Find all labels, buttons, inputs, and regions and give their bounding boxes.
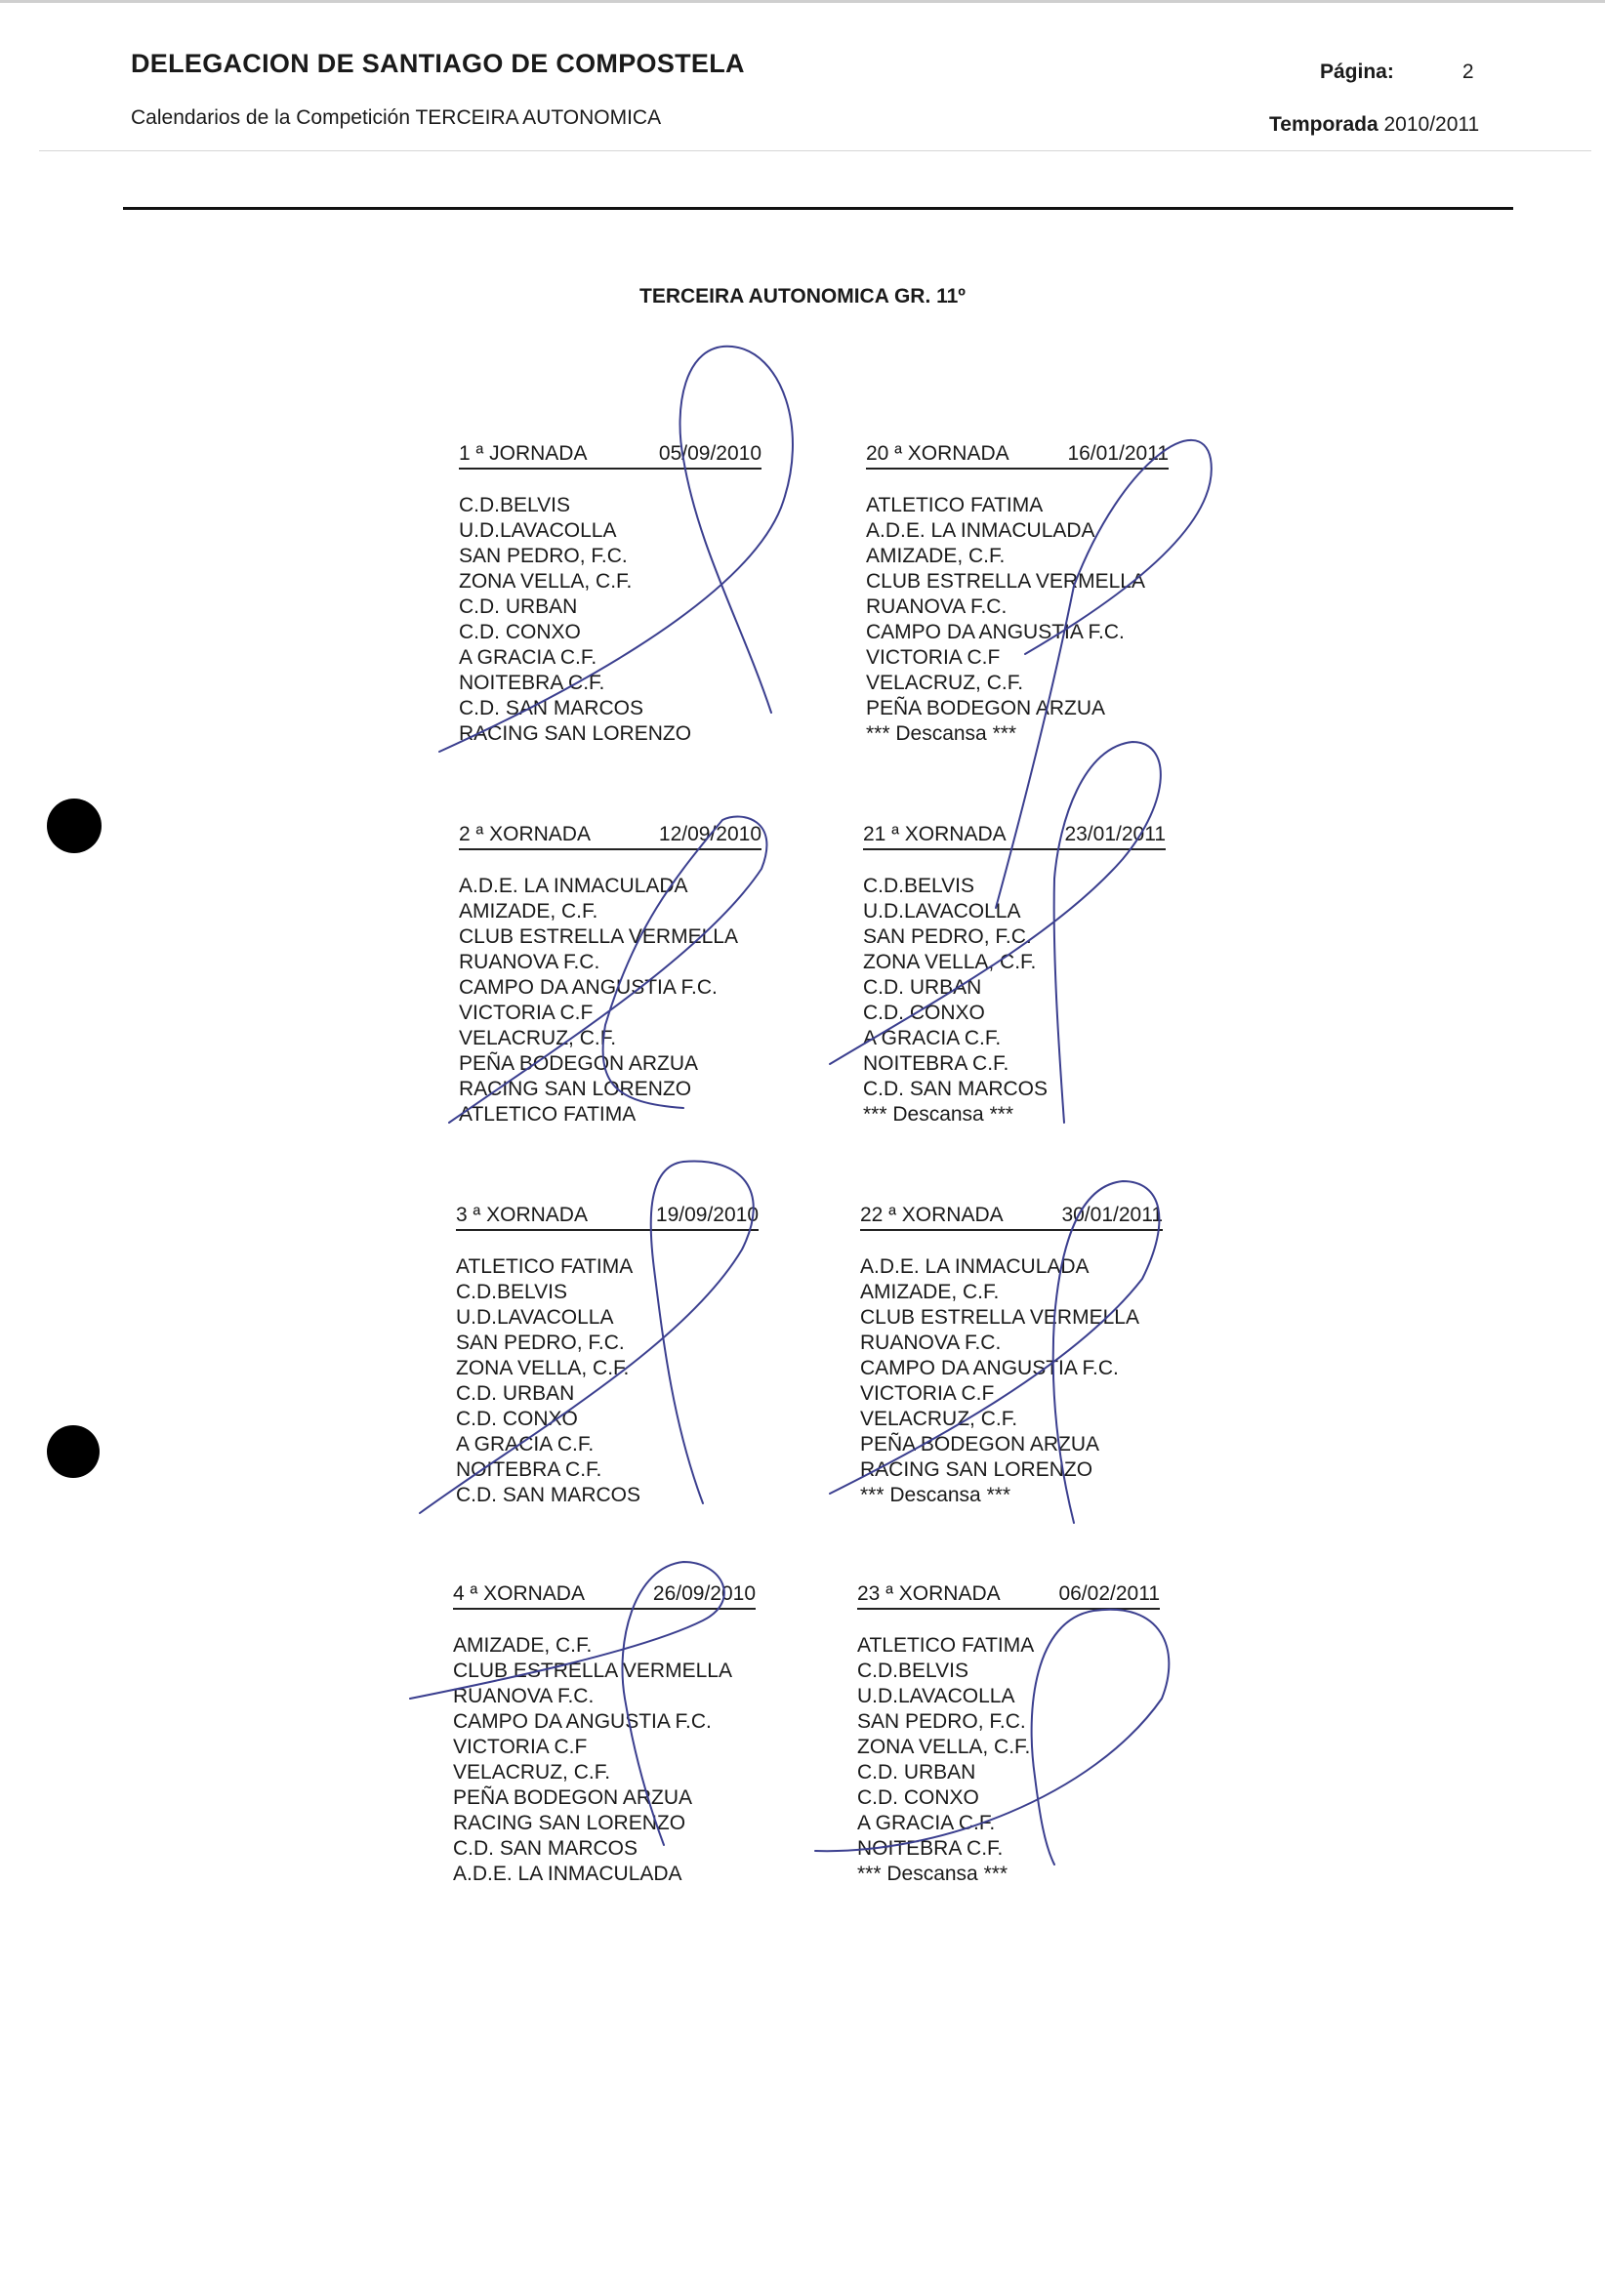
team-entry: AMIZADE, C.F. [860, 1281, 1000, 1303]
team-entry: CAMPO DA ANGUSTIA F.C. [860, 1357, 1119, 1379]
team-entry: C.D. SAN MARCOS [456, 1484, 641, 1506]
page-number: 2 [1461, 61, 1474, 83]
team-entry: CAMPO DA ANGUSTIA F.C. [453, 1710, 712, 1733]
team-entry: VICTORIA C.F [459, 1002, 594, 1024]
round-block [456, 1203, 759, 1508]
team-entry: C.D. SAN MARCOS [863, 1078, 1049, 1100]
team-list [453, 1633, 756, 1887]
team-entry: CAMPO DA ANGUSTIA F.C. [459, 976, 718, 999]
team-entry: C.D.BELVIS [863, 875, 974, 897]
team-entry: RACING SAN LORENZO [459, 722, 692, 745]
team-entry: C.D. CONXO [857, 1786, 979, 1809]
round-name: 22 ª XORNADA [860, 1204, 1004, 1226]
team-entry: A GRACIA C.F. [456, 1433, 595, 1456]
team-list [857, 1633, 1160, 1887]
team-entry: NOITEBRA C.F. [857, 1837, 1004, 1860]
team-entry: *** Descansa *** [857, 1863, 1008, 1885]
team-entry: C.D. URBAN [863, 976, 982, 999]
team-entry: CLUB ESTRELLA VERMELLA [866, 570, 1145, 593]
team-entry: C.D.BELVIS [857, 1660, 968, 1682]
round-date: 19/09/2010 [655, 1204, 759, 1226]
team-entry: ZONA VELLA, C.F. [456, 1357, 630, 1379]
round-date: 30/01/2011 [1061, 1204, 1163, 1226]
team-entry: U.D.LAVACOLLA [456, 1306, 614, 1329]
team-entry: A.D.E. LA INMACULADA [453, 1863, 682, 1885]
round-header [459, 441, 761, 470]
team-entry: C.D.BELVIS [459, 494, 570, 516]
team-entry: RUANOVA F.C. [459, 951, 600, 973]
round-date: 26/09/2010 [652, 1582, 756, 1605]
round-block [459, 441, 761, 747]
team-entry: *** Descansa *** [863, 1103, 1014, 1126]
team-entry: VICTORIA C.F [453, 1736, 588, 1758]
team-entry: U.D.LAVACOLLA [863, 900, 1021, 922]
team-list [459, 874, 761, 1128]
round-header [866, 441, 1169, 470]
team-entry: NOITEBRA C.F. [456, 1458, 602, 1481]
round-header [453, 1581, 756, 1610]
team-entry: VICTORIA C.F [860, 1382, 995, 1405]
team-entry: A.D.E. LA INMACULADA [860, 1255, 1090, 1278]
team-entry: C.D. URBAN [857, 1761, 976, 1784]
team-entry: C.D. URBAN [459, 595, 578, 618]
round-date: 06/02/2011 [1058, 1582, 1160, 1605]
round-header [863, 822, 1166, 850]
team-entry: ZONA VELLA, C.F. [857, 1736, 1031, 1758]
round-block [863, 822, 1166, 1128]
team-entry: VELACRUZ, C.F. [860, 1408, 1018, 1430]
group-title: TERCEIRA AUTONOMICA GR. 11º [639, 285, 966, 308]
team-entry: ZONA VELLA, C.F. [459, 570, 633, 593]
team-entry: VELACRUZ, C.F. [453, 1761, 611, 1784]
team-entry: SAN PEDRO, F.C. [863, 925, 1032, 948]
round-header [456, 1203, 759, 1231]
round-name: 3 ª XORNADA [456, 1204, 588, 1226]
team-entry: ZONA VELLA, C.F. [863, 951, 1037, 973]
team-list [866, 493, 1169, 747]
round-block [866, 441, 1169, 747]
round-block [860, 1203, 1163, 1508]
team-entry: U.D.LAVACOLLA [857, 1685, 1015, 1707]
team-entry: C.D. SAN MARCOS [459, 697, 644, 719]
round-header [459, 822, 761, 850]
round-date: 12/09/2010 [658, 823, 761, 845]
team-entry: PEÑA BODEGON ARZUA [866, 697, 1106, 719]
season-value: 2010/2011 [1383, 113, 1480, 136]
team-entry: C.D. URBAN [456, 1382, 575, 1405]
round-name: 1 ª JORNADA [459, 442, 588, 465]
page-label: Página: [1320, 61, 1394, 83]
round-name: 4 ª XORNADA [453, 1582, 585, 1605]
team-entry: SAN PEDRO, F.C. [857, 1710, 1026, 1733]
season-label: Temporada [1269, 113, 1379, 136]
team-entry: A GRACIA C.F. [459, 646, 597, 669]
team-entry: ATLETICO FATIMA [857, 1634, 1035, 1657]
round-name: 2 ª XORNADA [459, 823, 591, 845]
team-entry: C.D. CONXO [863, 1002, 985, 1024]
team-entry: AMIZADE, C.F. [459, 900, 598, 922]
round-header [860, 1203, 1163, 1231]
team-entry: AMIZADE, C.F. [866, 545, 1006, 567]
team-entry: NOITEBRA C.F. [863, 1052, 1009, 1075]
team-entry: VELACRUZ, C.F. [459, 1027, 617, 1049]
team-entry: A.D.E. LA INMACULADA [866, 519, 1095, 542]
team-entry: A.D.E. LA INMACULADA [459, 875, 688, 897]
team-entry: C.D.BELVIS [456, 1281, 567, 1303]
team-entry: A GRACIA C.F. [857, 1812, 996, 1834]
team-entry: VICTORIA C.F [866, 646, 1001, 669]
header-subtitle: Calendarios de la Competición TERCEIRA AUTONOMICA [131, 106, 662, 129]
team-entry: NOITEBRA C.F. [459, 672, 605, 694]
team-entry: *** Descansa *** [860, 1484, 1011, 1506]
round-name: 23 ª XORNADA [857, 1582, 1001, 1605]
team-entry: RACING SAN LORENZO [453, 1812, 686, 1834]
round-date: 05/09/2010 [658, 442, 761, 465]
team-list [459, 493, 761, 747]
round-name: 20 ª XORNADA [866, 442, 1009, 465]
team-entry: A GRACIA C.F. [863, 1027, 1002, 1049]
team-entry: VELACRUZ, C.F. [866, 672, 1024, 694]
round-date: 16/01/2011 [1067, 442, 1169, 465]
round-name: 21 ª XORNADA [863, 823, 1007, 845]
round-date: 23/01/2011 [1064, 823, 1166, 845]
team-entry: C.D. SAN MARCOS [453, 1837, 638, 1860]
team-entry: RACING SAN LORENZO [860, 1458, 1093, 1481]
team-entry: SAN PEDRO, F.C. [456, 1332, 625, 1354]
team-entry: ATLETICO FATIMA [459, 1103, 637, 1126]
team-list [456, 1254, 759, 1508]
team-entry: PEÑA BODEGON ARZUA [860, 1433, 1100, 1456]
team-entry: RUANOVA F.C. [866, 595, 1008, 618]
team-entry: RACING SAN LORENZO [459, 1078, 692, 1100]
team-entry: RUANOVA F.C. [453, 1685, 595, 1707]
team-entry: CAMPO DA ANGUSTIA F.C. [866, 621, 1125, 643]
team-entry: CLUB ESTRELLA VERMELLA [459, 925, 738, 948]
team-list [863, 874, 1166, 1128]
team-entry: AMIZADE, C.F. [453, 1634, 593, 1657]
team-entry: SAN PEDRO, F.C. [459, 545, 628, 567]
header-title: DELEGACION DE SANTIAGO DE COMPOSTELA [131, 49, 745, 78]
punch-hole [47, 1425, 100, 1478]
team-entry: C.D. CONXO [459, 621, 581, 643]
team-list [860, 1254, 1163, 1508]
team-entry: PEÑA BODEGON ARZUA [453, 1786, 693, 1809]
team-entry: RUANOVA F.C. [860, 1332, 1002, 1354]
round-block [857, 1581, 1160, 1887]
team-entry: ATLETICO FATIMA [866, 494, 1044, 516]
team-entry: *** Descansa *** [866, 722, 1017, 745]
team-entry: CLUB ESTRELLA VERMELLA [453, 1660, 732, 1682]
punch-hole [47, 799, 102, 853]
round-header [857, 1581, 1160, 1610]
team-entry: CLUB ESTRELLA VERMELLA [860, 1306, 1139, 1329]
team-entry: C.D. CONXO [456, 1408, 578, 1430]
team-entry: U.D.LAVACOLLA [459, 519, 617, 542]
team-entry: ATLETICO FATIMA [456, 1255, 634, 1278]
team-entry: PEÑA BODEGON ARZUA [459, 1052, 699, 1075]
round-block [453, 1581, 756, 1887]
round-block [459, 822, 761, 1128]
